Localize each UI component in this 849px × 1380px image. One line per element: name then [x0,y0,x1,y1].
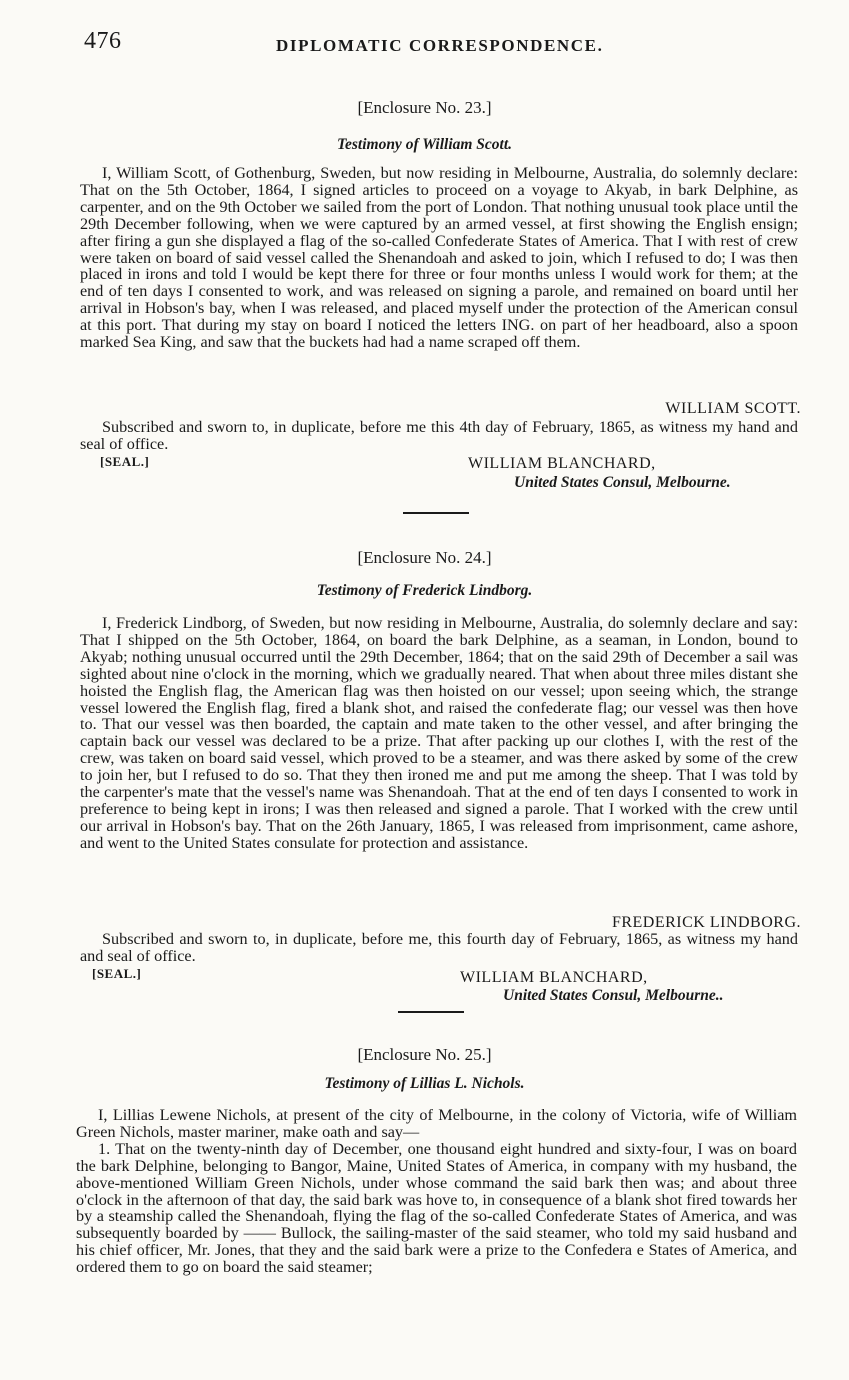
enclosure-23-heading: [Enclosure No. 23.] [357,98,492,117]
running-header [78,28,798,58]
enclosure-24-title: Testimony of Frederick Lindborg. [316,582,533,599]
enclosure-23-officer-title: United States Consul, Melbourne. [514,474,731,491]
enclosure-24-seal: [SEAL.] [92,966,142,981]
enclosure-23-seal: [SEAL.] [100,454,150,469]
enclosure-24-jurat: Subscribed and sworn to, in duplicate, before me, this fourth day of February, 1865, as witness my hand and seal of office. [80,930,798,965]
running-title: DIPLOMATIC CORRESPONDENCE. [276,36,604,55]
enclosure-25-body [76,1107,797,1276]
enclosure-24-deponent: FREDERICK LINDBORG. [611,914,801,931]
enclosure-24-paragraph: I, Frederick Lindborg, of Sweden, but now residing in Melbourne, Australia, do solemnly declare and say: That I shipped on the 5th October, 1864, on board the bark Delphine, as a seaman, in London, bound to Akyab; nothing unusual occurred until the 29th December, 1864; that on the said 29th of December a sail was sighted about nine o'clock in the morning, which we gradually neared. That when about three miles distant she hoisted the English flag, the American flag was then hoisted on our vessel; upon seeing which, the strange vessel lowered the English flag, fired a blank shot, and raised the confederate flag; our vessel was then hove to. That our vessel was then boarded, the captain and mate taken to the other vessel, and after bringing the captain back our vessel was declared to be a prize. That after packing up our clothes I, with the rest of the crew, was taken on board said vessel, which proved to be a steamer, and was there asked by some of the crew to join her, but I refused to do so. That they then ironed me and put me among the sheep. That I was told by the carpenter's mate that the vessel's name was Shenandoah. That at the end of ten days I consented to work in preference to being kept in irons; I was then released and signed a parole. That I worked with the crew until our arrival in Hobson's bay. That on the 26th January, 1865, I was released from imprisonment, came ashore, and went to the United States consulate for protection and assistance. [80,614,798,852]
enclosure-25-title: Testimony of Lillias L. Nichols. [324,1075,525,1092]
enclosure-24-heading: [Enclosure No. 24.] [357,548,492,567]
enclosure-24-body [80,615,798,852]
enclosure-23-body [80,165,798,351]
enclosure-23-title: Testimony of William Scott. [336,136,513,153]
enclosure-23-jurat-block [80,419,798,453]
enclosure-23-officer: WILLIAM BLANCHARD, [468,455,656,472]
enclosure-24-officer-title: United States Consul, Melbourne.. [503,987,724,1004]
section-divider [398,1011,464,1013]
enclosure-25-intro: I, Lillias Lewene Nichols, at present of the city of Melbourne, in the colony of Victoria, wife of William Green Nichols, master mariner, make oath and say— [76,1106,797,1141]
section-divider [403,512,469,514]
enclosure-23-paragraph: I, William Scott, of Gothenburg, Sweden, but now residing in Melbourne, Australia, do solemnly declare: That on the 5th October, 1864, I signed articles to proceed on a voyage to Akyab, in bark Delphine, as carpenter, and on the 9th October we sailed from the port of London. That nothing unusual took place until the 29th December following, when we were captured by an armed vessel, at first showing the English ensign; after firing a gun she displayed a flag of the so-called Confederate States of America. That I with rest of crew were taken on board of said vessel called the Shenandoah and asked to join, which I refused to do; I was then placed in irons and told I would be kept there for three or four months unless I would work for them; at the end of ten days I consented to work, and was released on signing a parole, and remained on board until her arrival in Hobson's bay, when I was released, and placed myself under the protection of the American consul at this port. That during my stay on board I noticed the letters ING. on part of her headboard, also a spoon marked Sea King, and saw that the buckets had had a name scraped off them. [80,164,798,352]
page-number: 476 [84,28,122,54]
enclosure-24-officer: WILLIAM BLANCHARD, [460,969,648,986]
enclosure-25-heading: [Enclosure No. 25.] [357,1045,492,1064]
enclosure-23-deponent: WILLIAM SCOTT. [665,400,801,417]
enclosure-25-paragraph-1: 1. That on the twenty-ninth day of December, one thousand eight hundred and sixty-four, I was on board the bark Delphine, belonging to Bangor, Maine, United States of America, in company with my husband, the above-mentioned William Green Nichols, under whose command the said bark then was; and about three o'clock in the afternoon of that day, the said bark was hove to, in consequence of a blank shot fired towards her by a steamship called the Shenandoah, flying the flag of the so-called Confederate States of America, and was subsequently boarded by —— Bullock, the sailing-master of the said steamer, who told my said husband and his chief officer, Mr. Jones, that they and the said bark were a prize to the Confedera e States of America, and ordered them to go on board the said steamer; [76,1139,797,1277]
enclosure-23-jurat: Subscribed and sworn to, in duplicate, before me this 4th day of February, 1865, as witness my hand and seal of office. [80,418,798,453]
enclosure-24-jurat-block [80,931,798,965]
